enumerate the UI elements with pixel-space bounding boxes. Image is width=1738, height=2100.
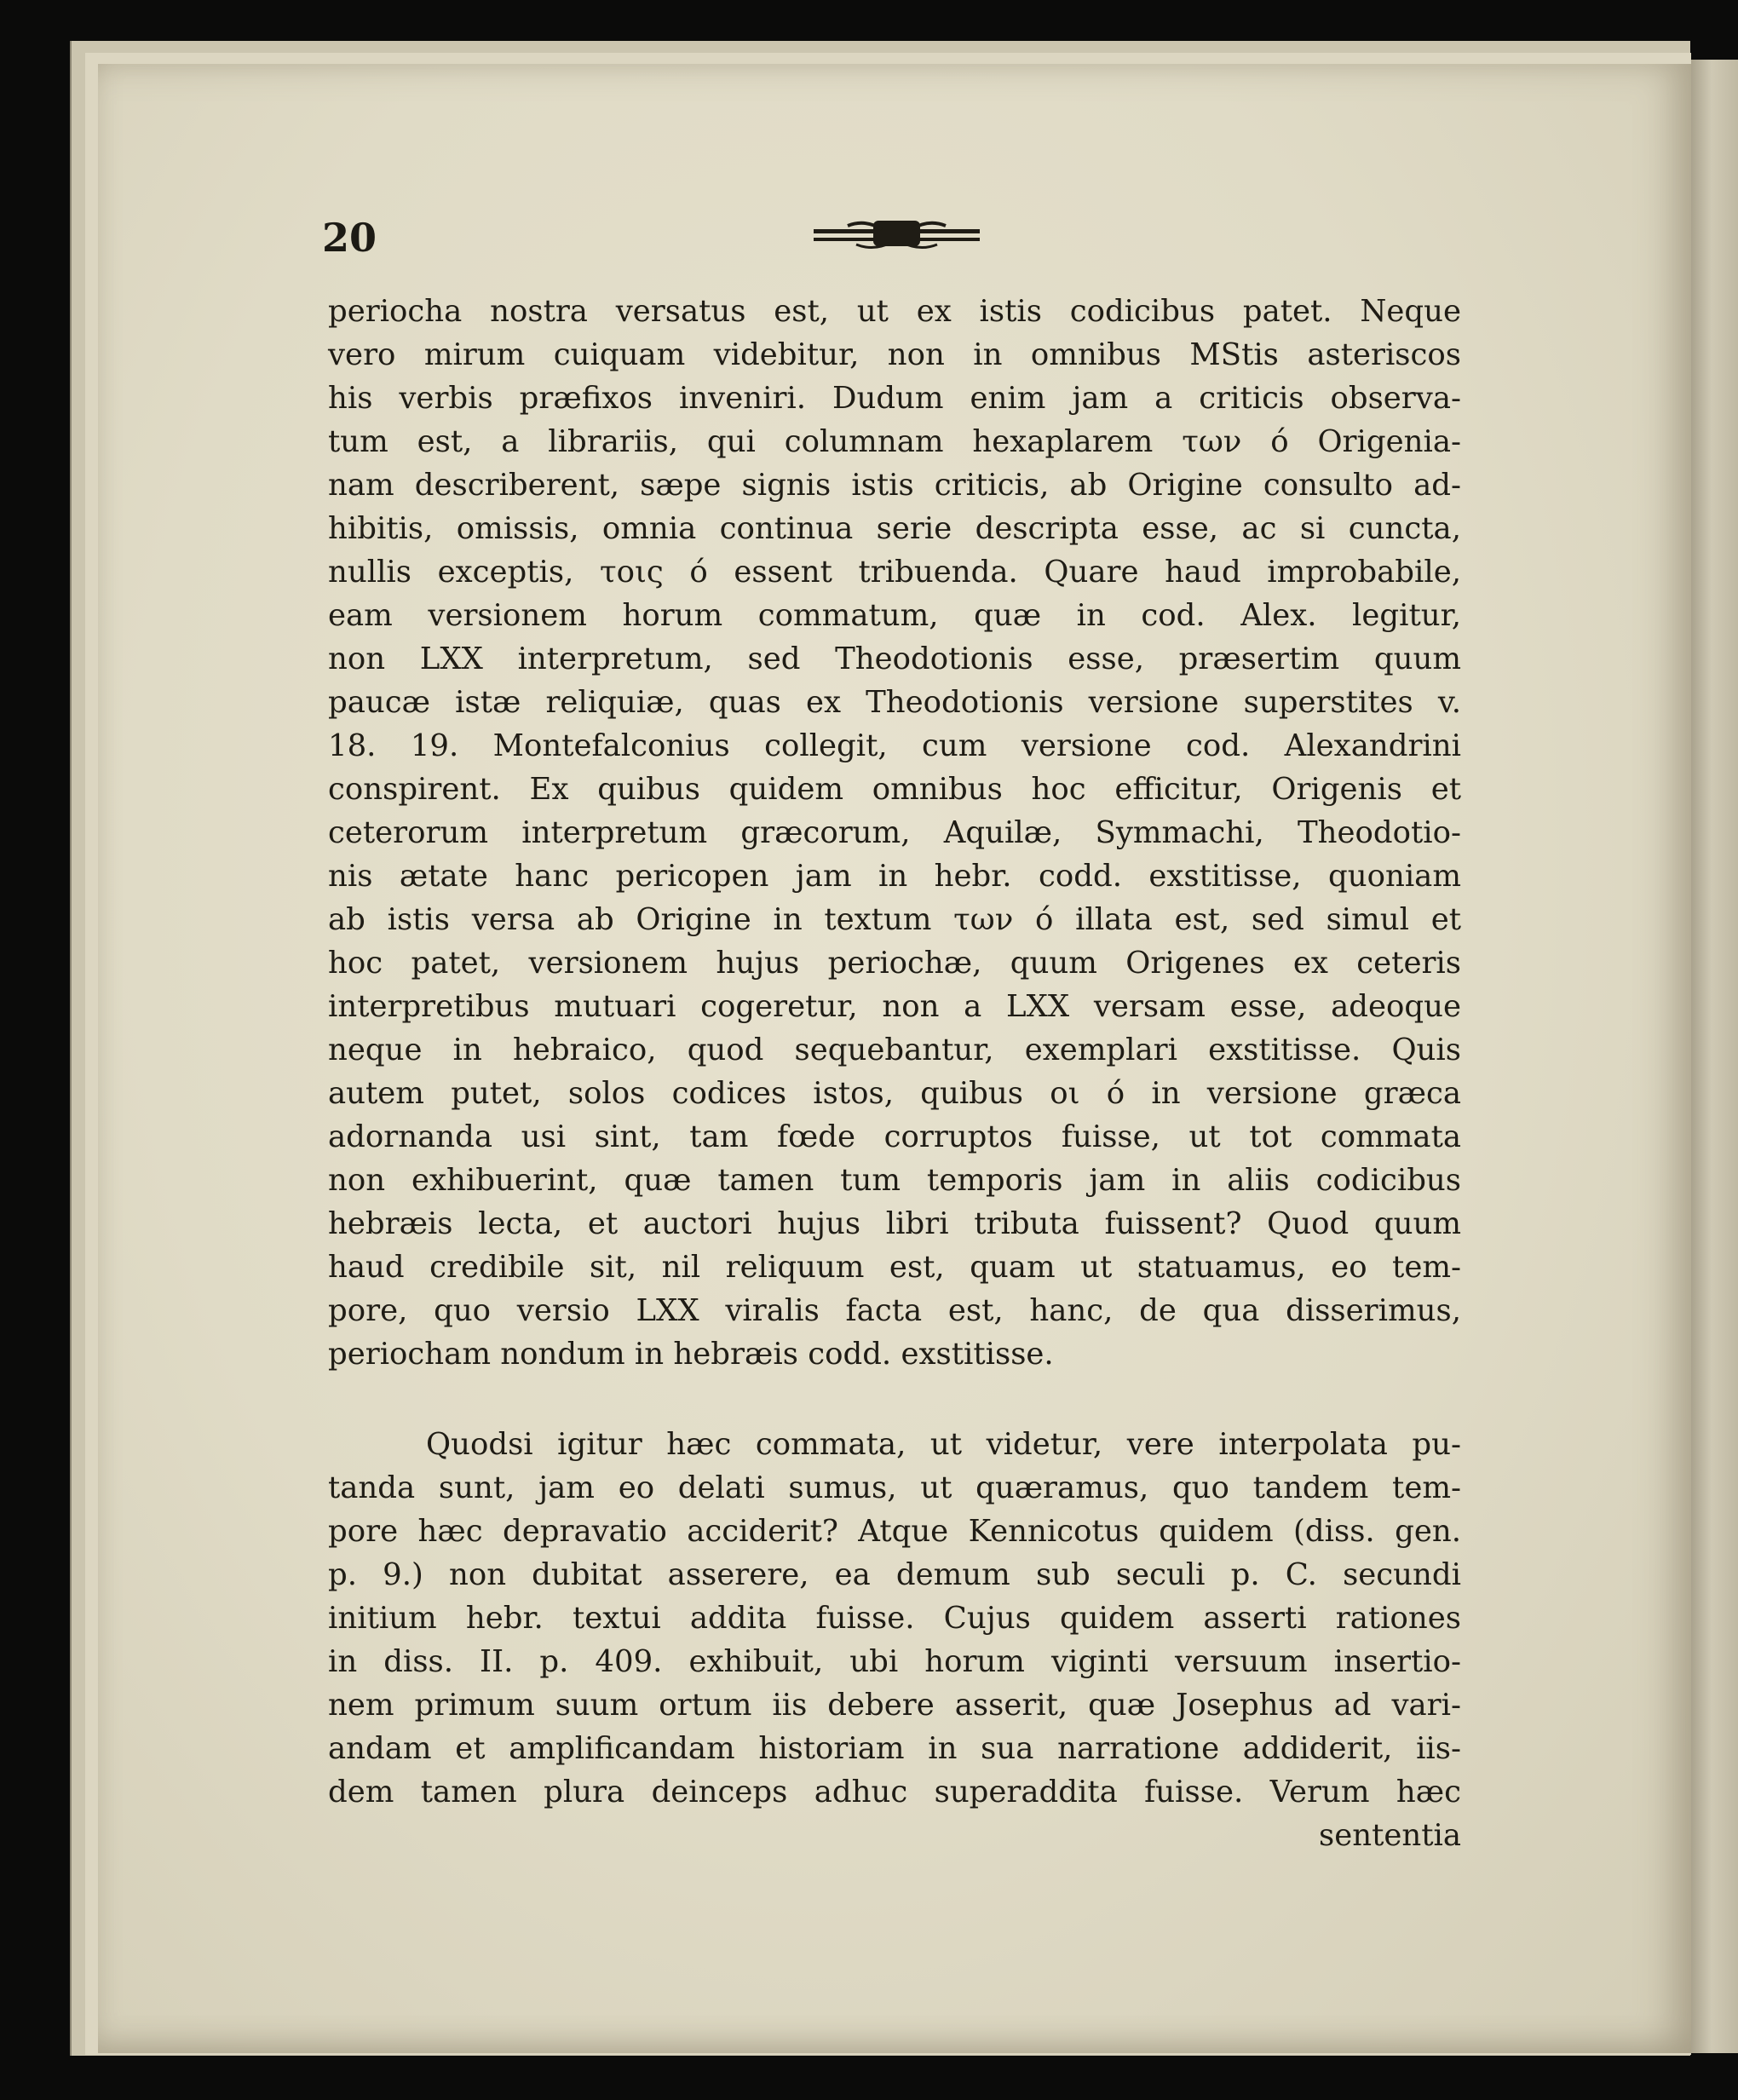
text-line: p. 9.) non dubitat asserere, ea demum sub seculi p. C. secundi bbox=[328, 1557, 1461, 1592]
text-line: non LXX interpretum, sed Theodotionis esse, præsertim quum bbox=[328, 642, 1461, 676]
paragraph-gap bbox=[328, 1376, 1461, 1423]
text-line: andam et amplificandam historiam in sua narratione addiderit, iis- bbox=[328, 1731, 1461, 1766]
text-line: eam versionem horum commatum, quæ in cod. Alex. legitur, bbox=[328, 598, 1461, 633]
text-line: nam describerent, sæpe signis istis criticis, ab Origine consulto ad- bbox=[328, 468, 1461, 503]
text-line: ceterorum interpretum græcorum, Aquilæ, Symmachi, Theodotio- bbox=[328, 815, 1461, 850]
text-line: his verbis præfixos inveniri. Dudum enim jam a criticis observa- bbox=[328, 381, 1461, 416]
text-line: conspirent. Ex quibus quidem omnibus hoc efficitur, Origenis et bbox=[328, 772, 1461, 807]
text-line: pore hæc depravatio acciderit? Atque Kennicotus quidem (diss. gen. bbox=[328, 1514, 1461, 1549]
header-ornament-icon bbox=[814, 217, 980, 251]
text-line: nullis exceptis, τοις ό essent tribuenda. Quare haud improbabile, bbox=[328, 555, 1461, 590]
text-line: 18. 19. Montefalconius collegit, cum versione cod. Alexandrini bbox=[328, 728, 1461, 763]
adjacent-page-edge bbox=[1691, 60, 1738, 2053]
text-line: haud credibile sit, nil reliquum est, quam ut statuamus, eo tem- bbox=[328, 1250, 1461, 1285]
text-line: interpretibus mutuari cogeretur, non a LXX versam esse, adeoque bbox=[328, 989, 1461, 1024]
text-line: ab istis versa ab Origine in textum των ό illata est, sed simul et bbox=[328, 902, 1461, 937]
text-line: paucæ istæ reliquiæ, quas ex Theodotionis versione superstites v. bbox=[328, 685, 1461, 720]
text-line: dem tamen plura deinceps adhuc superaddita fuisse. Verum hæc bbox=[328, 1775, 1461, 1809]
body-text bbox=[328, 290, 1461, 1857]
text-line: non exhibuerint, quæ tamen tum temporis jam in aliis codicibus bbox=[328, 1163, 1461, 1198]
text-line: nis ætate hanc pericopen jam in hebr. codd. exstitisse, quoniam bbox=[328, 859, 1461, 894]
text-line: adornanda usi sint, tam fœde corruptos fuisse, ut tot commata bbox=[328, 1119, 1461, 1154]
text-line: vero mirum cuiquam videbitur, non in omnibus MStis asteriscos bbox=[328, 337, 1461, 372]
catchword: sententia bbox=[1318, 1818, 1461, 1853]
text-line: periocham nondum in hebræis codd. exstitisse. bbox=[328, 1337, 1054, 1372]
text-line: in diss. II. p. 409. exhibuit, ubi horum viginti versuum insertio- bbox=[328, 1644, 1461, 1679]
paragraph-2 bbox=[328, 1423, 1461, 1814]
text-line: neque in hebraico, quod sequebantur, exemplari exstitisse. Quis bbox=[328, 1033, 1461, 1067]
paragraph-1 bbox=[328, 290, 1461, 1376]
text-line: autem putet, solos codices istos, quibus οι ό in versione græca bbox=[328, 1076, 1461, 1111]
text-line: hebræis lecta, et auctori hujus libri tributa fuissent? Quod quum bbox=[328, 1206, 1461, 1241]
text-line: initium hebr. textui addita fuisse. Cujus quidem asserti rationes bbox=[328, 1601, 1461, 1636]
text-line: hibitis, omissis, omnia continua serie descripta esse, ac si cuncta, bbox=[328, 511, 1461, 546]
text-line: tum est, a librariis, qui columnam hexaplarem των ό Origenia- bbox=[328, 424, 1461, 459]
page-number: 20 bbox=[322, 215, 377, 261]
text-line: hoc patet, versionem hujus periochæ, quum Origenes ex ceteris bbox=[328, 946, 1461, 981]
text-line: periocha nostra versatus est, ut ex istis codicibus patet. Neque bbox=[328, 294, 1461, 329]
text-line: pore, quo versio LXX viralis facta est, hanc, de qua disserimus, bbox=[328, 1293, 1461, 1328]
text-line: nem primum suum ortum iis debere asserit, quæ Josephus ad vari- bbox=[328, 1688, 1461, 1723]
text-line: Quodsi igitur hæc commata, ut videtur, vere interpolata pu- bbox=[426, 1427, 1461, 1462]
text-line: tanda sunt, jam eo delati sumus, ut quæramus, quo tandem tem- bbox=[328, 1470, 1461, 1505]
